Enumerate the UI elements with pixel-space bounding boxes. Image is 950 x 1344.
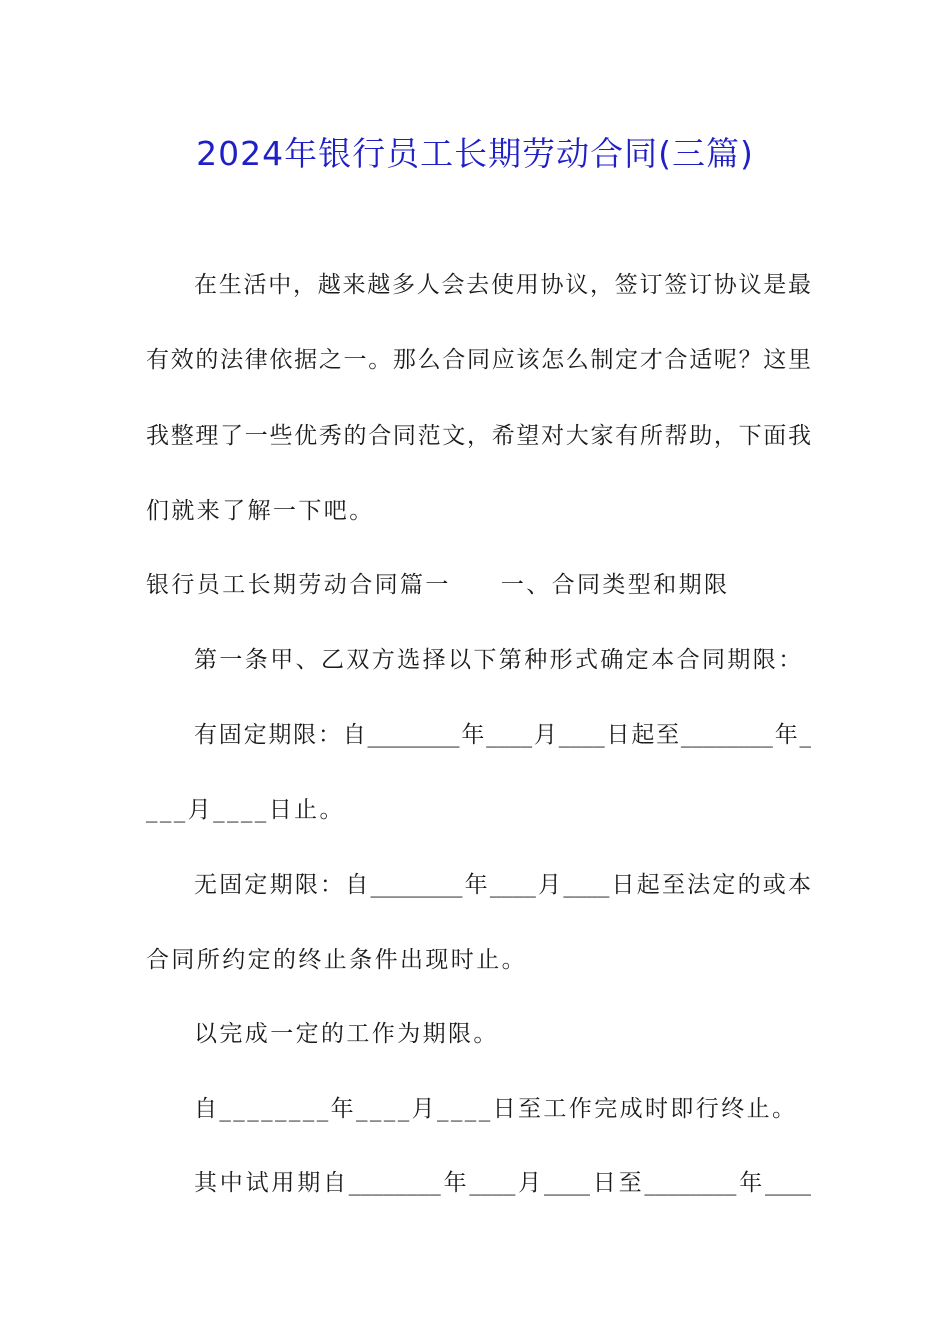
clause-line: ___月____日止。 [146, 797, 345, 823]
clause-line: 合同所约定的终止条件出现时止。 [146, 947, 527, 973]
section-heading [146, 570, 811, 600]
section-heading-text: 一、合同类型和期限 [500, 572, 730, 598]
clause-line: 其中试用期自________年____月____日至________年____ [194, 1170, 811, 1196]
document-title: 2024年银行员工长期劳动合同(三篇) [196, 134, 754, 173]
paragraph-line: 有效的法律依据之一。那么合同应该怎么制定才合适呢？这里 [146, 347, 811, 373]
clause-line: 自________年____月____日至工作完成时即行终止。 [194, 1096, 798, 1122]
clause-line: 第一条甲、乙双方选择以下第种形式确定本合同期限： [194, 647, 804, 673]
paragraph-line: 在生活中，越来越多人会去使用协议，签订签订协议是最 [194, 272, 811, 298]
paragraph-line: 我整理了一些优秀的合同范文，希望对大家有所帮助，下面我 [146, 423, 811, 449]
clause-line: 无固定期限：自________年____月____日起至法定的或本 [194, 872, 811, 898]
clause-line: 有固定期限：自________年____月____日起至________年_ [194, 722, 811, 748]
clause-line: 以完成一定的工作为期限。 [194, 1021, 499, 1047]
part-heading: 银行员工长期劳动合同篇一 [146, 572, 451, 598]
paragraph-line: 们就来了解一下吧。 [146, 498, 375, 524]
